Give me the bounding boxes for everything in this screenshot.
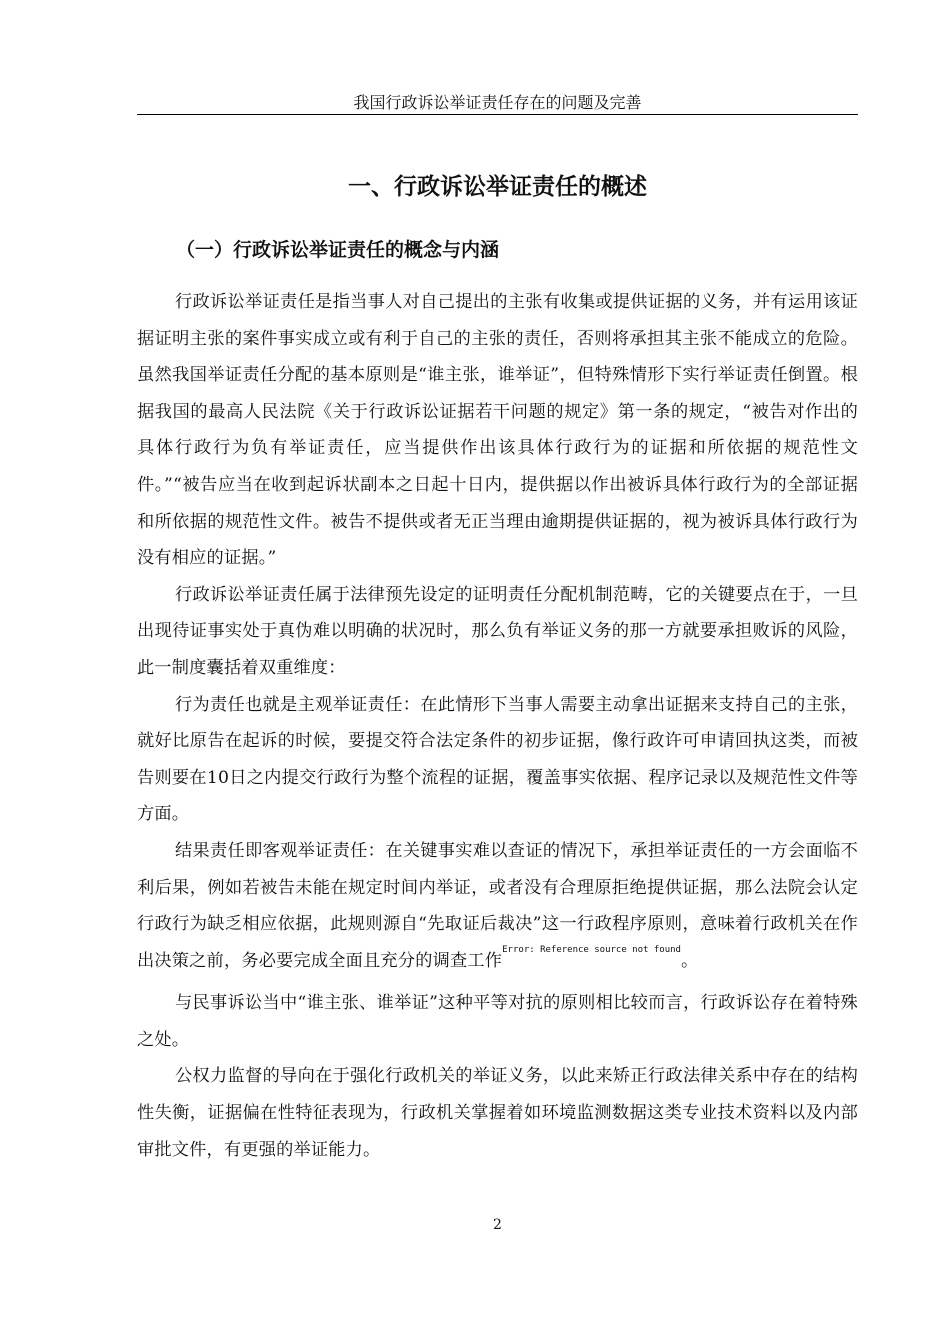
body-text xyxy=(137,284,858,1168)
chapter-title: 一、行政诉讼举证责任的概述 xyxy=(348,174,647,200)
section-title: （一）行政诉讼举证责任的概念与内涵 xyxy=(176,239,500,261)
paragraph-supervision: 公权力监督的导向在于强化行政机关的举证义务，以此来矫正行政法律关系中存在的结构性失衡，证据偏在性特征表现为，行政机关掌握着如环境监测数据这类专业技术资料以及内部审批文件，有更强的举证能力。 xyxy=(137,1066,858,1160)
paragraph-result-end: 。 xyxy=(680,950,699,971)
reference-error-note: Error: Reference source not found xyxy=(502,944,681,955)
paragraph-definition: 行政诉讼举证责任是指当事人对自己提出的主张有收集或提供证据的义务，并有运用该证据证明主张的案件事实成立或有利于自己的主张的责任，否则将承担其主张不能成立的危险。虽然我国举证责任分配的基本原则是“谁主张，谁举证”，但特殊情形下实行举证责任倒置。根据我国的最高人民法院《关于行政诉讼证据若干问题的规定》第一条的规定，“被告对作出的具体行政行为负有举证责任，应当提供作出该具体行政行为的证据和所依据的规范性文件。”“被告应当在收到起诉状副本之日起十日内，提供据以作出被诉具体行政行为的全部证据和所依据的规范性文件。被告不提供或者无正当理由逾期提供证据的，视为被诉具体行政行为没有相应的证据。” xyxy=(137,292,858,569)
header-divider xyxy=(137,114,858,115)
paragraph-result-text: 结果责任即客观举证责任：在关键事实难以查证的情况下，承担举证责任的一方会面临不利后果，例如若被告未能在规定时间内举证，或者没有合理原拒绝提供证据，那么法院会认定行政行为缺乏相应依据，此规则源自“先取证后裁决”这一行政程序原则，意味着行政机关在作出决策之前，务必要完成全面且充分的调查工作 xyxy=(137,840,858,971)
paragraph-mechanism: 行政诉讼举证责任属于法律预先设定的证明责任分配机制范畴，它的关键要点在于，一旦出现待证事实处于真伪难以明确的状况时，那么负有举证义务的那一方就要承担败诉的风险，此一制度囊括着双重维度： xyxy=(137,584,858,678)
paragraph-result-responsibility xyxy=(137,833,858,979)
paragraph-comparison: 与民事诉讼当中“谁主张、谁举证”这种平等对抗的原则相比较而言，行政诉讼存在着特殊之处。 xyxy=(137,993,858,1050)
running-header: 我国行政诉讼举证责任存在的问题及完善 xyxy=(353,93,642,112)
page-number: 2 xyxy=(493,1217,502,1233)
paragraph-behavior-responsibility: 行为责任也就是主观举证责任：在此情形下当事人需要主动拿出证据来支持自己的主张，就好比原告在起诉的时候，要提交符合法定条件的初步证据，像行政许可申请回执这类，而被告则要在10日之内提交行政行为整个流程的证据，覆盖事实依据、程序记录以及规范性文件等方面。 xyxy=(137,694,858,825)
